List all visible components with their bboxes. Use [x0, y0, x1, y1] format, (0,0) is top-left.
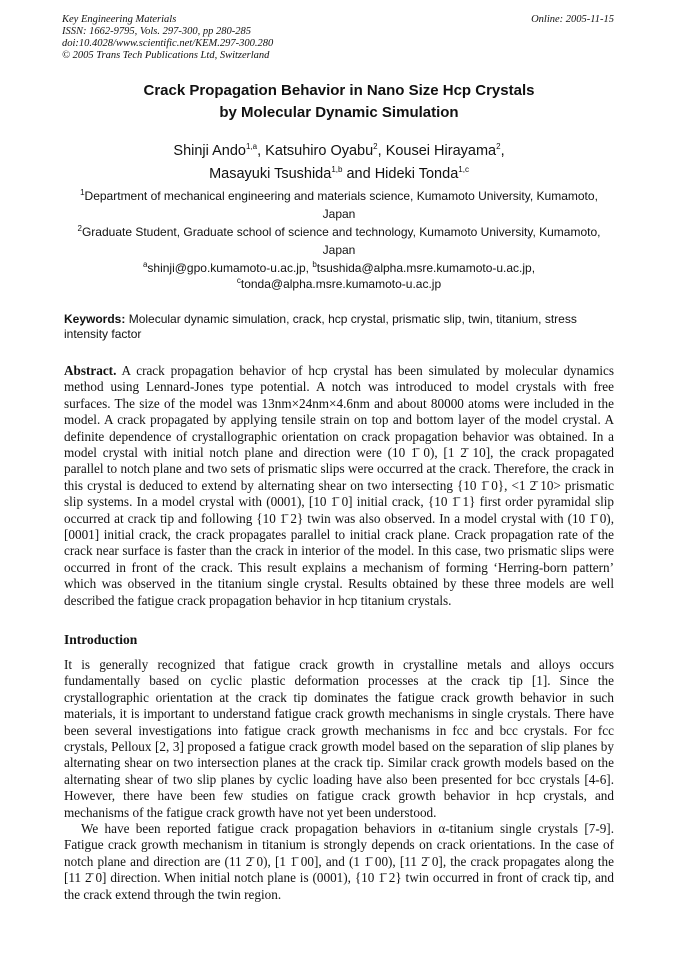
author-name: Shinji Ando — [173, 143, 246, 159]
author-affil-sup: 1,a — [245, 142, 258, 152]
author-separator: , — [377, 143, 386, 159]
affiliation-sup: 2 — [77, 224, 82, 233]
email-address: tonda@alpha.msre.kumamoto-u.ac.jp — [240, 277, 442, 291]
intro-paragraph-1: It is generally recognized that fatigue crack growth in crystalline metals and alloys occurs fundamentally based on cyclic plastic deformation processes at the crack tip [1]. Since the crystallographic orientation at the crack tip dominates the fatigue crack growth behavior in such materials, it is important to understand fatigue crack growth mechanisms in single crystals. There have been several investigations into fatigue crack growth mechanisms in fcc and bcc crystals. For fcc crystals, Pelloux [2, 3] proposed a fatigue crack growth model based on the separation of slip planes by alternating shear on two intersection planes at the crack tip. Similar crack growth models based on the alternating shear of two slip planes by cyclic loading have also been presented for bcc crystals [4-6]. However, there have been few studies on fatigue crack growth behavior in hcp crystals, and mechanisms of the fatigue crack growth have not yet been understood. — [64, 657, 614, 820]
abstract-block — [64, 363, 614, 609]
affiliation-text: Department of mechanical engineering and materials science, Kumamoto University, Kumamoto, Japan — [84, 189, 598, 221]
journal-header — [62, 14, 614, 62]
authors-line-1 — [0, 140, 678, 163]
author-affil-sup: 2 — [496, 142, 501, 152]
author-name: Hideki Tonda — [374, 166, 459, 182]
email-sup: c — [236, 276, 241, 285]
author-separator: , — [257, 143, 266, 159]
affiliation-sup: 1 — [80, 188, 85, 197]
journal-name: Key Engineering Materials — [62, 14, 177, 25]
keywords-label: Keywords: — [64, 312, 126, 326]
authors-line-2 — [0, 163, 678, 186]
author-list — [0, 140, 678, 186]
section-heading-introduction: Introduction — [64, 632, 138, 647]
email-line-2 — [64, 276, 614, 292]
affiliation-1 — [64, 188, 614, 223]
keywords-block — [64, 312, 614, 342]
copyright-line: © 2005 Trans Tech Publications Ltd, Switzerland — [62, 50, 270, 61]
issn-line: ISSN: 1662-9795, Vols. 297-300, pp 280-285 — [62, 26, 251, 37]
affiliation-2 — [64, 224, 614, 259]
author-separator: , — [500, 143, 505, 159]
email-sup: b — [312, 260, 317, 269]
author-separator: and — [342, 166, 375, 182]
affiliation-text: Graduate Student, Graduate school of science and technology, Kumamoto University, Kumamoto, Japan — [81, 225, 601, 257]
email-line-1 — [64, 260, 614, 276]
email-block — [64, 260, 614, 292]
author-affil-sup: 1,b — [331, 165, 343, 175]
keywords-text: Molecular dynamic simulation, crack, hcp crystal, prismatic slip, twin, titanium, stress intensity factor — [64, 312, 577, 341]
author-affil-sup: 2 — [373, 142, 378, 152]
abstract-text: A crack propagation behavior of hcp crystal has been simulated by molecular dynamics method using Lennard-Jones type potential. A notch was introduced to model crystals with free surfaces. The size of the model was 13nm×24nm×4.6nm and about 80000 atoms were included in the model. A crack propagated by applying tensile strain on top and bottom layer of the model crystal. A definite dependence of crystallographic orientation on crack propagation behavior was obtained. In a model crystal with initial notch plane and direction were (10 1̄ 0), [1 2̄ 10], the crack propagated parallel to notch plane and two sets of prismatic slips were occurred at the crack. Therefore, the crack in this crystal is deduced to extend by alternating shear on two intersecting {10 1̄ 0}, <1 2̄ 10> prismatic slip systems. In a model crystal with (0001), [10 1̄ 0] initial crack, {10 1̄ 1} first order pyramidal slip occurred at crack tip and following {10 1̄ 2} twin was also observed. In a model crystal with (10 1̄ 0), [0001] initial crack, the crack propagates parallel to initial crack plane. Crack propagation rate of the crack near surface is faster than the crack in interior of the model. In this case, two prismatic slips were occurred in front of the crack. This result explains a mechanism of forming ‘Herring-born pattern’ which was observed in the titanium single crystal. Results obtained by these three models are well described the fatigue crack propagation behavior in hcp titanium crystals. — [64, 363, 614, 608]
email-sup: a — [142, 260, 148, 269]
email-address: shinji@gpo.kumamoto-u.ac.jp, — [147, 261, 313, 275]
doi-line: doi:10.4028/www.scientific.net/KEM.297-300.280 — [62, 38, 274, 49]
author-affil-sup: 1,c — [458, 165, 469, 175]
paper-title — [0, 80, 678, 124]
title-line-1: Crack Propagation Behavior in Nano Size Hcp Crystals — [143, 82, 535, 99]
abstract-label: Abstract. — [64, 363, 117, 378]
author-name: Kousei Hirayama — [385, 143, 497, 159]
intro-paragraph-2: We have been reported fatigue crack propagation behaviors in α-titanium single crystals [7-9]. Fatigue crack growth mechanism in titanium is strongly depends on crack orientations. In the case of notch plane and direction are (11 2̄ 0), [1 1̄ 00], and (1 1̄ 00), [11 2̄ 0], the crack propagates along the [11 2̄ 0] direction. When initial notch plane is (0001), {10 1̄ 2} twin occurred in front of crack tip, and the crack extend through the twin region. — [64, 821, 614, 902]
online-date: Online: 2005-11-15 — [531, 14, 614, 25]
title-line-2: by Molecular Dynamic Simulation — [219, 104, 459, 121]
introduction-body — [64, 657, 614, 903]
email-address: tsushida@alpha.msre.kumamoto-u.ac.jp, — [316, 261, 536, 275]
author-name: Masayuki Tsushida — [209, 166, 332, 182]
author-name: Katsuhiro Oyabu — [265, 143, 374, 159]
